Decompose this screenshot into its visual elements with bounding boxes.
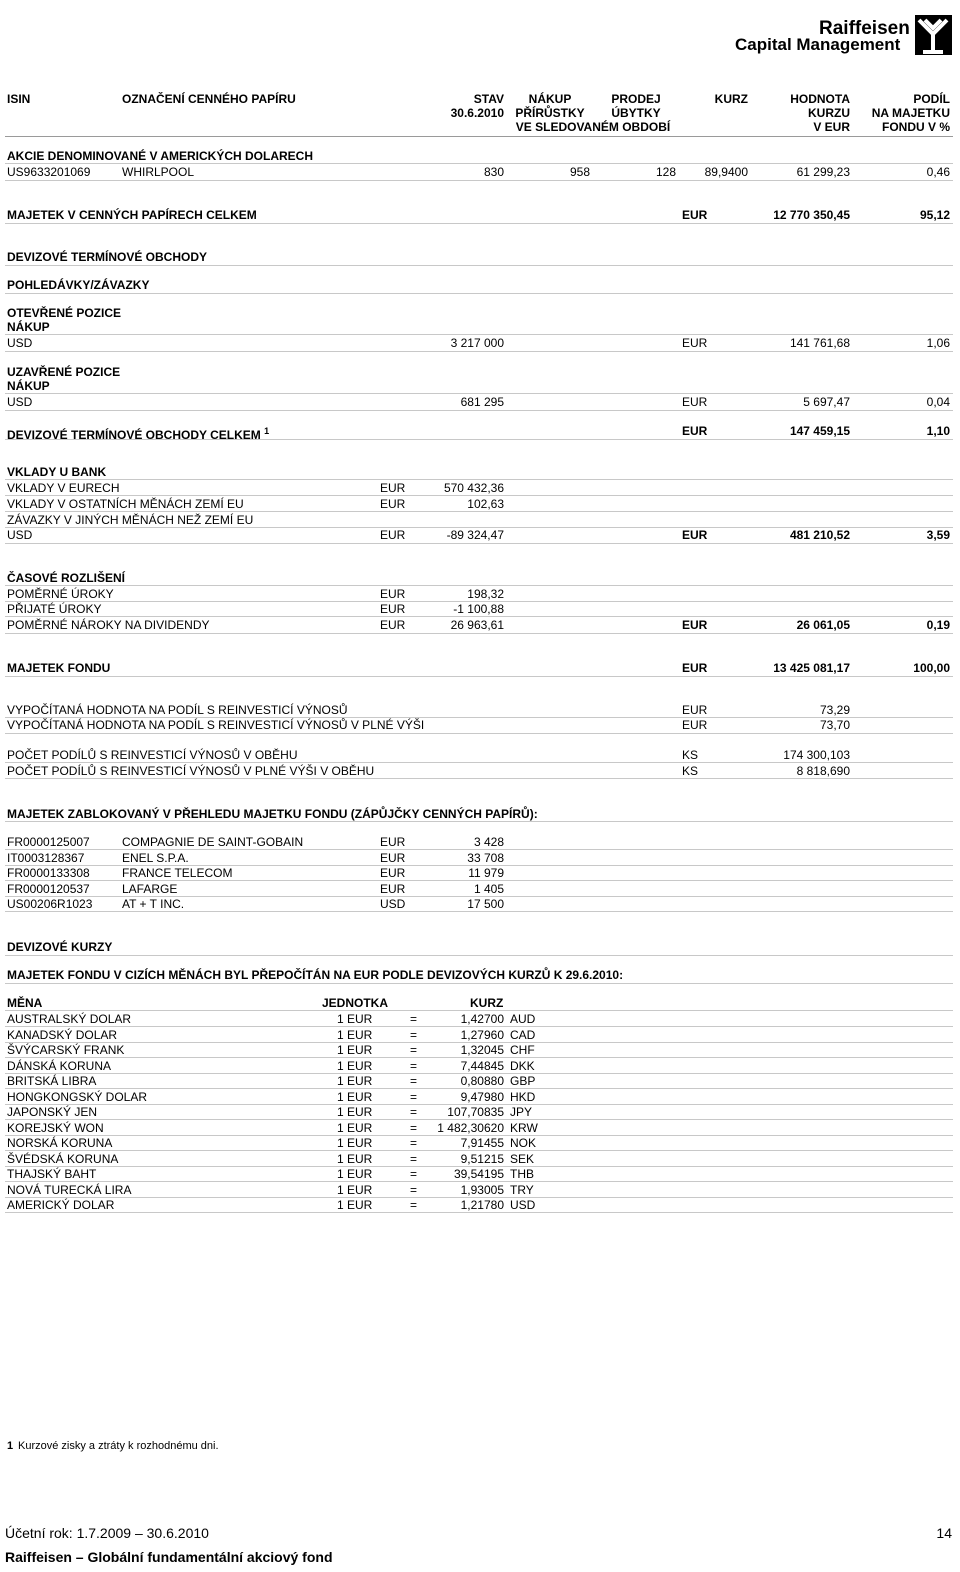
majetek-fondu-cur: EUR [682,661,708,675]
pocet-r1-value: 174 300,103 [783,748,850,762]
kurzy-unit: 1 EUR [337,1105,373,1119]
vypocitana-r2-cur: EUR [682,718,708,732]
pocet-r2-value: 8 818,690 [796,764,850,778]
majetek-fondu-pct: 100,00 [913,661,950,675]
casove-total-cur: EUR [682,618,708,632]
col-header-stav: STAV [473,92,504,106]
kurzy-mena: NOVÁ TURECKÁ LIRA [7,1183,132,1197]
kurzy-unit: 1 EUR [337,1059,373,1073]
kurzy-code: SEK [510,1152,535,1166]
zablokovany-amount: 1 405 [473,882,504,896]
kurzy-code: HKD [510,1090,536,1104]
kurzy-mena: BRITSKÁ LIBRA [7,1074,97,1088]
kurzy-unit: 1 EUR [337,1090,373,1104]
zablokovany-isin: IT0003128367 [7,851,85,865]
zablokovany-name: AT + T INC. [122,897,185,911]
uzavrene-pct: 0,04 [926,395,950,409]
casove-total-pct: 0,19 [926,618,950,632]
casove-r1-amount: 198,32 [467,587,504,601]
footer-fund-name: Raiffeisen – Globální fundamentální akciový fond [5,1549,333,1565]
kurzy-header-kurz: KURZ [470,996,504,1010]
pocet-r1-label: POČET PODÍLŮ S REINVESTICÍ VÝNOSŮ V OBĚHU [7,748,298,762]
kurzy-code: USD [510,1198,536,1212]
kurzy-code: THB [510,1167,534,1181]
col-header-na-majetku: NA MAJETKU [871,106,950,120]
kurzy-equals: = [410,1183,418,1197]
kurzy-rate: 9,51215 [460,1152,504,1166]
divider [5,1057,953,1058]
kurzy-rate: 7,44845 [460,1059,504,1073]
akcie-kurz: 89,9400 [704,165,748,179]
casove-r2-amount: -1 100,88 [453,602,504,616]
kurzy-rate: 1 482,30620 [437,1121,504,1135]
zablokovany-cur: EUR [380,866,406,880]
divider [5,911,953,912]
akcie-isin: US9633201069 [7,165,91,179]
kurzy-equals: = [410,1198,418,1212]
divider [5,136,953,137]
section-title-kurzy: DEVIZOVÉ KURZY [7,940,113,954]
divider [5,439,953,440]
casove-r3-label: POMĚRNÉ NÁROKY NA DIVIDENDY [7,618,210,632]
zablokovany-amount: 11 979 [468,866,504,880]
zablokovany-isin: US00206R1023 [7,897,93,911]
akcie-nakup: 958 [569,165,590,179]
otevrene-amount: 3 217 000 [450,336,504,350]
divider [5,778,953,779]
divider [5,616,953,617]
kurzy-mena: DÁNSKÁ KORUNA [7,1059,112,1073]
akcie-hodnota: 61 299,23 [796,165,850,179]
col-header-hodnota: HODNOTA [790,92,850,106]
kurzy-unit: 1 EUR [337,1074,373,1088]
kurzy-rate: 1,42700 [460,1012,504,1026]
kurzy-code: TRY [510,1183,534,1197]
casove-r1-label: POMĚRNÉ ÚROKY [7,587,114,601]
footnote-number: 1 [7,1440,14,1452]
zablokovany-cur: EUR [380,835,406,849]
kurzy-mena: KOREJSKÝ WON [7,1121,104,1135]
kurzy-equals: = [410,1121,418,1135]
kurzy-subtitle: MAJETEK FONDU V CIZÍCH MĚNÁCH BYL PŘEPOČÍTÁN NA EUR PODLE DEVIZOVÝCH KURZŮ K 29.6.2010: [7,968,624,982]
zablokovany-isin: FR0000133308 [7,866,90,880]
kurzy-code: GBP [510,1074,536,1088]
devizove-total-pct: 1,10 [926,424,950,438]
divider [5,393,953,394]
kurzy-header-jednotka: JEDNOTKA [322,996,389,1010]
divider [5,351,953,352]
otevrene-pct: 1,06 [926,336,950,350]
kurzy-equals: = [410,1136,418,1150]
section-title-akcie: AKCIE DENOMINOVANÉ V AMERICKÝCH DOLARECH [7,149,314,163]
kurzy-mena: AUSTRALSKÝ DOLAR [7,1012,132,1026]
zablokovany-isin: FR0000120537 [7,882,90,896]
otevrene-nakup: NÁKUP [7,320,50,334]
zablokovany-amount: 17 500 [467,897,504,911]
zablokovany-name: LAFARGE [122,882,178,896]
divider [5,1150,953,1151]
pocet-r2-label: POČET PODÍLŮ S REINVESTICÍ VÝNOSŮ V PLNÉ VÝŠI V OBĚHU [7,764,375,778]
kurzy-header-mena: MĚNA [7,996,43,1010]
kurzy-equals: = [410,1167,418,1181]
divider [5,733,953,734]
col-header-ubytky: ÚBYTKY [611,106,661,120]
col-header-prirustky: PŘÍRŮSTKY [515,106,585,120]
vklady-total-pct: 3,59 [926,528,950,542]
divider [5,163,953,164]
logo-text-line2: Capital Management [735,35,901,54]
akcie-name: WHIRLPOOL [122,165,195,179]
kurzy-mena: ŠVÝCARSKÝ FRANK [7,1043,125,1057]
kurzy-rate: 7,91455 [460,1136,504,1150]
vklady-r4-label: USD [7,528,33,542]
pocet-r2-cur: KS [682,764,699,778]
kurzy-unit: 1 EUR [337,1183,373,1197]
kurzy-unit: 1 EUR [337,1043,373,1057]
kurzy-equals: = [410,1043,418,1057]
uzavrene-cur: USD [7,395,33,409]
majetek-cp-cur: EUR [682,208,708,222]
section-title-casove: ČASOVÉ ROZLIŠENÍ [7,571,126,585]
footnote-ref: 1 [264,426,270,436]
logo-text-line1: Raiffeisen [819,18,910,39]
divider [5,821,953,822]
divider [5,180,953,181]
kurzy-mena: KANADSKÝ DOLAR [7,1028,118,1042]
otevrene-title: OTEVŘENÉ POZICE [7,306,122,320]
divider [5,1181,953,1182]
logo-graphic [735,14,953,56]
kurzy-rate: 1,93005 [460,1183,504,1197]
zablokovany-name: FRANCE TELECOM [122,866,233,880]
divider [5,983,953,984]
uzavrene-value: 5 697,47 [803,395,850,409]
casove-r3-amount: 26 963,61 [450,618,504,632]
divider [5,762,953,763]
vypocitana-r1-value: 73,29 [819,703,850,717]
kurzy-rate: 1,32045 [460,1043,504,1057]
divider [5,955,953,956]
kurzy-equals: = [410,1090,418,1104]
divider [5,479,953,480]
kurzy-code: NOK [510,1136,537,1150]
section-title-devizove: DEVIZOVÉ TERMÍNOVÉ OBCHODY [7,250,208,264]
kurzy-unit: 1 EUR [337,1012,373,1026]
otevrene-value: 141 761,68 [789,336,850,350]
devizove-total-value: 147 459,15 [789,424,850,438]
divider [5,293,953,294]
vypocitana-r2-label: VYPOČÍTANÁ HODNOTA NA PODÍL S REINVESTICÍ VÝNOSŮ V PLNÉ VÝŠI [7,718,425,732]
kurzy-equals: = [410,1028,418,1042]
zablokovany-name: COMPAGNIE DE SAINT-GOBAIN [122,835,304,849]
devizove-total-text: DEVIZOVÉ TERMÍNOVÉ OBCHODY CELKEM [7,428,261,442]
footer-period: Účetní rok: 1.7.2009 – 30.6.2010 [5,1525,209,1541]
majetek-fondu-label: MAJETEK FONDU [7,661,111,675]
divider [5,511,953,512]
kurzy-mena: AMERICKÝ DOLAR [7,1198,115,1212]
divider [5,880,953,881]
casove-total-value: 26 061,05 [796,618,850,632]
casove-r1-cur: EUR [380,587,406,601]
divider [5,1026,953,1027]
akcie-stav: 830 [483,165,504,179]
kurzy-unit: 1 EUR [337,1121,373,1135]
col-header-stav-date: 30.6.2010 [450,106,504,120]
divider [5,633,953,634]
vypocitana-r2-value: 73,70 [819,718,850,732]
section-title-zablokovany: MAJETEK ZABLOKOVANÝ V PŘEHLEDU MAJETKU FONDU (ZÁPŮJČKY CENNÝCH PAPÍRŮ): [7,807,538,821]
kurzy-equals: = [410,1105,418,1119]
divider [5,265,953,266]
kurzy-unit: 1 EUR [337,1136,373,1150]
footnote-text: Kurzové zisky a ztráty k rozhodnému dni. [18,1440,219,1452]
col-header-obdobi: VE SLEDOVANÉM OBDOBÍ [515,120,671,134]
kurzy-code: CAD [510,1028,536,1042]
kurzy-mena: HONGKONGSKÝ DOLAR [7,1090,148,1104]
vklady-r1-cur: EUR [380,481,406,495]
col-header-kurz: KURZ [714,92,748,106]
kurzy-code: JPY [510,1105,533,1119]
raiffeisen-logo [735,14,953,56]
divider [5,223,953,224]
vklady-r4-amount: -89 324,47 [446,528,504,542]
kurzy-rate: 1,27960 [460,1028,504,1042]
akcie-prodej: 128 [655,165,676,179]
pocet-r1-cur: KS [682,748,699,762]
divider [5,849,953,850]
kurzy-rate: 9,47980 [460,1090,504,1104]
vklady-r1-amount: 570 432,36 [443,481,504,495]
kurzy-code: AUD [510,1012,536,1026]
kurzy-unit: 1 EUR [337,1028,373,1042]
kurzy-code: CHF [510,1043,535,1057]
col-header-v-eur: V EUR [813,120,850,134]
kurzy-rate: 107,70835 [447,1105,504,1119]
kurzy-code: DKK [510,1059,535,1073]
kurzy-equals: = [410,1152,418,1166]
kurzy-rate: 0,80880 [460,1074,504,1088]
uzavrene-title: UZAVŘENÉ POZICE [7,365,121,379]
col-header-isin: ISIN [7,92,31,106]
zablokovany-cur: EUR [380,851,406,865]
divider [5,676,953,677]
footer-page-number: 14 [936,1525,952,1541]
kurzy-mena: ŠVÉDSKÁ KORUNA [7,1152,119,1166]
otevrene-cur: USD [7,336,33,350]
divider [5,1212,953,1213]
zablokovany-amount: 33 708 [467,851,504,865]
col-header-fondu: FONDU V % [881,120,950,134]
majetek-cp-pct: 95,12 [919,208,950,222]
col-header-name: OZNAČENÍ CENNÉHO PAPÍRU [122,92,296,106]
divider [5,1088,953,1089]
divider [5,1010,953,1011]
divider [5,1119,953,1120]
divider [5,495,953,496]
akcie-podil: 0,46 [926,165,950,179]
divider [5,585,953,586]
kurzy-unit: 1 EUR [337,1152,373,1166]
vypocitana-r1-cur: EUR [682,703,708,717]
zablokovany-amount: 3 428 [473,835,504,849]
vklady-total-value: 481 210,52 [789,528,850,542]
casove-r2-cur: EUR [380,602,406,616]
vklady-r4-cur: EUR [380,528,406,542]
kurzy-rate: 39,54195 [453,1167,504,1181]
kurzy-equals: = [410,1012,418,1026]
kurzy-unit: 1 EUR [337,1198,373,1212]
majetek-fondu-value: 13 425 081,17 [773,661,850,675]
kurzy-code: KRW [510,1121,538,1135]
vklady-r2-amount: 102,63 [467,497,504,511]
vklady-total-cur: EUR [682,528,708,542]
col-header-kurzu: KURZU [808,106,850,120]
zablokovany-cur: EUR [380,882,406,896]
divider [5,410,953,411]
vklady-r3-label: ZÁVAZKY V JINÝCH MĚNÁCH NEŽ ZEMÍ EU [7,513,254,527]
kurzy-rate: 1,21780 [460,1198,504,1212]
kurzy-mena: THAJSKÝ BAHT [7,1167,97,1181]
zablokovany-cur: USD [380,897,406,911]
uzavrene-amount: 681 295 [460,395,504,409]
divider [5,334,953,335]
casove-r2-label: PŘIJATÉ ÚROKY [7,602,102,616]
col-header-nakup: NÁKUP [528,92,572,106]
majetek-cp-label: MAJETEK V CENNÝCH PAPÍRECH CELKEM [7,208,257,222]
zablokovany-isin: FR0000125007 [7,835,90,849]
pohledavky-title: POHLEDÁVKY/ZÁVAZKY [7,278,150,292]
casove-r3-cur: EUR [380,618,406,632]
kurzy-equals: = [410,1059,418,1073]
majetek-cp-value: 12 770 350,45 [773,208,850,222]
kurzy-mena: NORSKÁ KORUNA [7,1136,113,1150]
vklady-r2-cur: EUR [380,497,406,511]
zablokovany-name: ENEL S.P.A. [122,851,189,865]
otevrene-eur: EUR [682,336,708,350]
uzavrene-nakup: NÁKUP [7,379,50,393]
col-header-prodej: PRODEJ [611,92,661,106]
kurzy-unit: 1 EUR [337,1167,373,1181]
kurzy-mena: JAPONSKÝ JEN [7,1105,98,1119]
uzavrene-eur: EUR [682,395,708,409]
vklady-r2-label: VKLADY V OSTATNÍCH MĚNÁCH ZEMÍ EU [7,497,244,511]
section-title-vklady: VKLADY U BANK [7,465,107,479]
vklady-r1-label: VKLADY V EURECH [7,481,120,495]
divider [5,543,953,544]
col-header-podil: PODÍL [913,92,950,106]
kurzy-equals: = [410,1074,418,1088]
devizove-total-cur: EUR [682,424,708,438]
vypocitana-r1-label: VYPOČÍTANÁ HODNOTA NA PODÍL S REINVESTICÍ VÝNOSŮ [7,703,348,717]
